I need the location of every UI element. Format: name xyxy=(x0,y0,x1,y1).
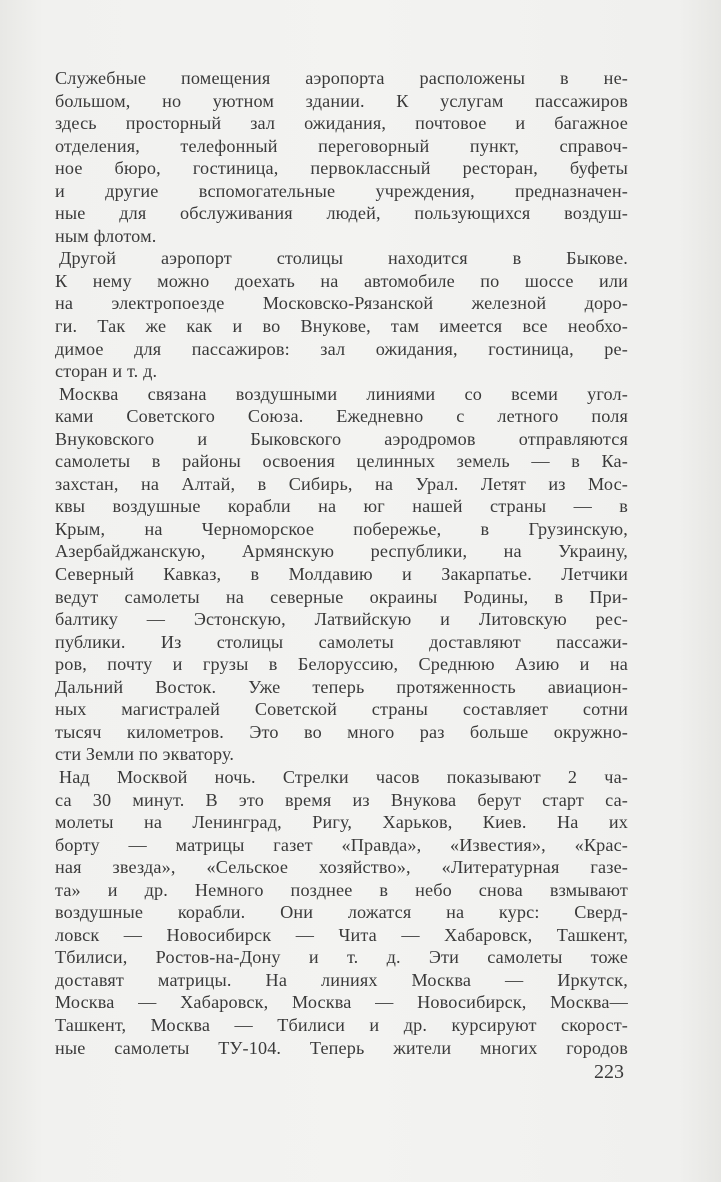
text-line: Тбилиси, Ростов-на-Дону и т. д. Эти самолеты тоже xyxy=(55,947,628,968)
text-line: ловск — Новосибирск — Чита — Хабаровск, Ташкент, xyxy=(55,924,628,945)
text-line: ные самолеты ТУ-104. Теперь жители многих городов xyxy=(55,1037,628,1058)
text-line: захстан, на Алтай, в Сибирь, на Урал. Летят из Мос- xyxy=(55,473,628,494)
text-line: са 30 минут. В это время из Внукова берут старт са- xyxy=(55,789,628,810)
text-line: Москва связана воздушными линиями со всеми угол- xyxy=(59,383,628,404)
text-line: Дальний Восток. Уже теперь протяженность авиацион- xyxy=(55,676,628,697)
text-line: квы воздушные корабли на юг нашей страны — в xyxy=(55,496,628,517)
text-line: димое для пассажиров: зал ожидания, гостиница, ре- xyxy=(55,338,628,359)
text-line: и другие вспомогательные учреждения, предназначен- xyxy=(55,180,628,201)
text-line: сти Земли по экватору. xyxy=(55,744,235,765)
text-line: ных магистралей Советской страны составляет сотни xyxy=(55,699,628,720)
text-line: та» и др. Немного позднее в небо снова взмывают xyxy=(55,879,628,900)
text-line: на электропоезде Московско-Рязанской железной доро- xyxy=(55,293,628,314)
text-line: самолеты в районы освоения целинных земель — в Ка- xyxy=(55,451,628,472)
text-line: отделения, телефонный переговорный пункт, справоч- xyxy=(55,135,628,156)
text-line: большом, но уютном здании. К услугам пассажиров xyxy=(55,90,628,111)
text-line: молеты на Ленинград, Ригу, Харьков, Киев. На их xyxy=(55,812,628,833)
text-line: ная звезда», «Сельское хозяйство», «Литературная газе- xyxy=(55,857,628,878)
text-line: Азербайджанскую, Армянскую республики, на Украину, xyxy=(55,541,628,562)
text-line: Служебные помещения аэропорта расположены в не- xyxy=(55,68,628,88)
text-line: публики. Из столицы самолеты доставляют пассажи- xyxy=(55,631,628,652)
text-line: воздушные корабли. Они ложатся на курс: Сверд- xyxy=(55,902,628,923)
text-line: К нему можно доехать на автомобиле по шоссе или xyxy=(55,270,628,291)
text-line: Северный Кавказ, в Молдавию и Закарпатье. Летчики xyxy=(55,564,628,585)
body-text xyxy=(55,67,628,1059)
text-line: ками Советского Союза. Ежедневно с летного поля xyxy=(55,406,628,427)
text-line: сторан и т. д. xyxy=(55,361,158,382)
text-line: Крым, на Черноморское побережье, в Грузинскую, xyxy=(55,518,628,539)
text-line: Другой аэропорт столицы находится в Быкове. xyxy=(59,248,628,269)
text-line: Над Москвой ночь. Стрелки часов показывают 2 ча- xyxy=(59,766,628,787)
text-line: здесь просторный зал ожидания, почтовое и багажное xyxy=(55,113,628,134)
text-line: ным флотом. xyxy=(55,225,157,246)
text-line: доставят матрицы. На линиях Москва — Иркутск, xyxy=(55,969,628,990)
text-line: ведут самолеты на северные окраины Родины, в При- xyxy=(55,586,628,607)
text-line: ров, почту и грузы в Белоруссию, Среднюю Азию и на xyxy=(55,654,628,675)
text-line: ги. Так же как и во Внукове, там имеется все необхо- xyxy=(55,316,628,337)
text-line: Ташкент, Москва — Тбилиси и др. курсируют скорост- xyxy=(55,1014,628,1035)
text-line: ное бюро, гостиница, первоклассный ресторан, буфеты xyxy=(55,158,628,179)
page-number: 223 xyxy=(594,1061,624,1083)
text-line: Внуковского и Быковского аэродромов отправляются xyxy=(55,428,628,449)
text-line: Москва — Хабаровск, Москва — Новосибирск, Москва— xyxy=(55,992,628,1013)
text-line: ные для обслуживания людей, пользующихся воздуш- xyxy=(55,203,628,224)
text-line: тысяч километров. Это во много раз больше окружно- xyxy=(55,721,628,742)
text-line: балтику — Эстонскую, Латвийскую и Литовскую рес- xyxy=(55,609,628,630)
text-line: борту — матрицы газет «Правда», «Известия», «Крас- xyxy=(55,834,628,855)
